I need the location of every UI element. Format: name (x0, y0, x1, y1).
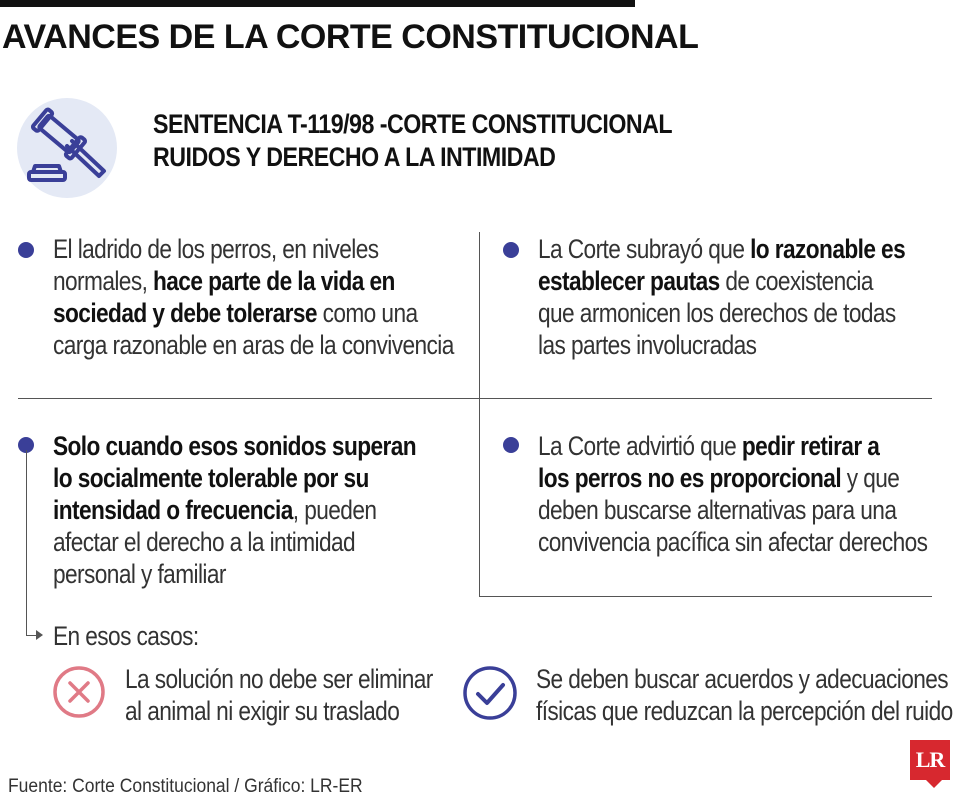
text-block-bottom-right (538, 430, 927, 558)
bold-text: intensidad o frecuencia (53, 495, 293, 525)
subtitle-line-1: SENTENCIA T-119/98 -CORTE CONSTITUCIONAL (153, 109, 673, 139)
text-run: personal y familiar (53, 559, 226, 589)
text-run: La Corte subrayó que (538, 234, 751, 264)
text-block-top-left (53, 233, 454, 361)
main-title: AVANCES DE LA CORTE CONSTITUCIONAL (2, 18, 699, 56)
right-solution-line-1: Se deben buscar acuerdos y adecuaciones (536, 664, 949, 694)
arrow-right-icon (36, 630, 43, 640)
text-run: La Corte advirtió que (538, 431, 742, 461)
text-line (53, 329, 454, 361)
text-run: , pueden (292, 495, 377, 525)
right-solution-text (536, 663, 953, 727)
x-circle-icon (52, 665, 106, 724)
text-line (53, 430, 416, 462)
text-line (538, 297, 905, 329)
subtitle-line-2: RUIDOS Y DERECHO A LA INTIMIDAD (153, 142, 556, 172)
top-bar (0, 0, 635, 7)
vertical-divider (479, 232, 480, 597)
text-line (538, 329, 905, 361)
text-run: afectar el derecho a la intimidad (53, 527, 356, 557)
text-run: deben buscarse alternativas para una (538, 495, 897, 525)
bold-text: pedir retirar a (741, 431, 880, 461)
text-run: las partes involucradas (538, 330, 757, 360)
bullet-dot (503, 242, 519, 258)
text-line (538, 265, 905, 297)
wrong-solution-line-1: La solución no debe ser eliminar (125, 664, 433, 694)
text-run: convivencia pacífica sin afectar derechos (538, 527, 928, 557)
text-block-bottom-left (53, 430, 416, 590)
bottom-right-divider (479, 596, 932, 597)
text-line (53, 265, 454, 297)
text-run: normales, (53, 266, 154, 296)
text-line (53, 233, 454, 265)
text-run: carga razonable en aras de la convivencia (53, 330, 454, 360)
gavel-icon (17, 98, 117, 198)
horizontal-divider (18, 398, 932, 399)
text-line (538, 462, 927, 494)
wrong-solution-line-2: al animal ni exigir su traslado (125, 696, 400, 726)
text-line (53, 558, 416, 590)
bold-text: hace parte de la vida en (153, 266, 395, 296)
text-line (53, 462, 416, 494)
text-line (53, 297, 454, 329)
text-run: de coexistencia (719, 266, 873, 296)
lr-logo: LR (910, 740, 950, 780)
text-line (538, 430, 927, 462)
lr-logo-tail (926, 780, 942, 788)
bold-text: establecer pautas (538, 266, 720, 296)
text-run: que armonicen los derechos de todas (538, 298, 896, 328)
bold-text: Solo cuando esos sonidos superan (53, 431, 417, 461)
bold-text: lo razonable es (750, 234, 906, 264)
bullet-dot (18, 242, 34, 258)
text-line (538, 233, 905, 265)
connector-line (26, 450, 27, 635)
text-line (53, 494, 416, 526)
text-run: como una (316, 298, 418, 328)
bold-text: sociedad y debe tolerarse (53, 298, 317, 328)
text-block-top-right (538, 233, 905, 361)
bullet-dot (503, 437, 519, 453)
wrong-solution-text (125, 663, 433, 727)
right-solution-line-2: físicas que reduzcan la percepción del ruido (536, 696, 953, 726)
bold-text: lo socialmente tolerable por su (53, 463, 369, 493)
text-run: y que (841, 463, 900, 493)
subtitle (153, 108, 672, 174)
text-run: El ladrido de los perros, en niveles (53, 234, 379, 264)
cases-label: En esos casos: (53, 621, 199, 651)
text-line (53, 526, 416, 558)
text-line (538, 494, 927, 526)
source-footer: Fuente: Corte Constitucional / Gráfico: LR-ER (8, 776, 363, 797)
text-line (538, 526, 927, 558)
check-circle-icon (462, 665, 518, 726)
bold-text: los perros no es proporcional (538, 463, 842, 493)
